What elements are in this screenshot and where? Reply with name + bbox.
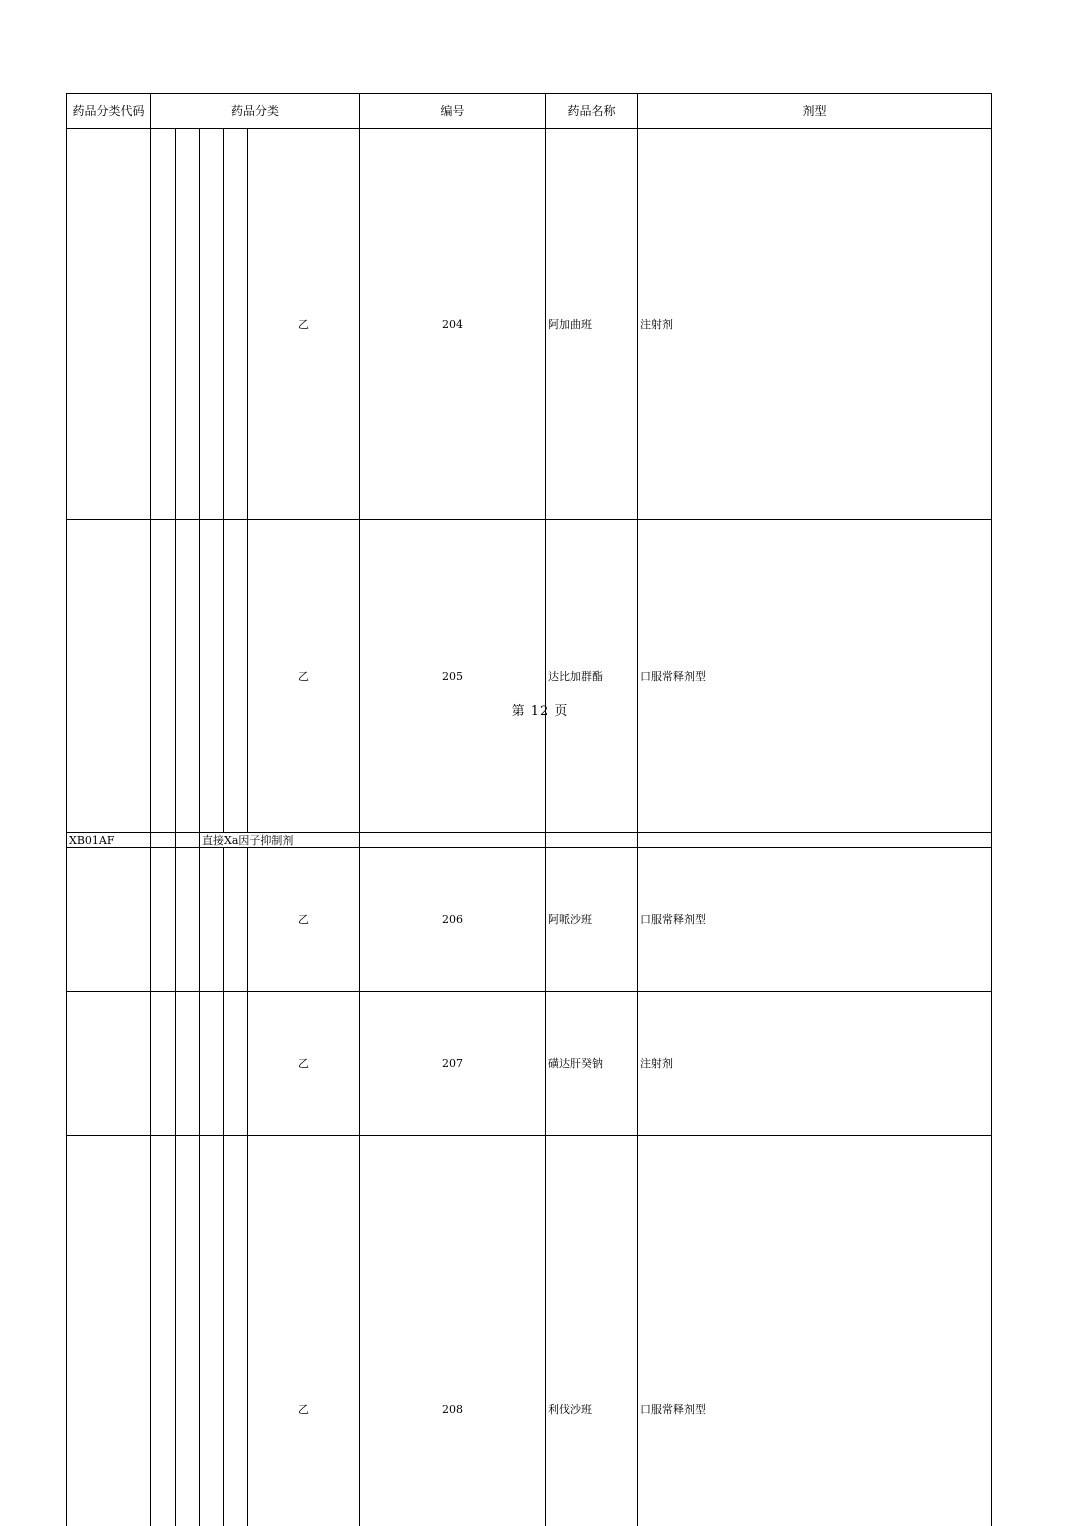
form-cell	[638, 833, 992, 848]
header-code: 药品分类代码	[67, 94, 151, 129]
indent-cell	[200, 520, 224, 833]
table-row	[67, 520, 992, 833]
table-row	[67, 992, 992, 1136]
category-code-cell	[67, 1136, 151, 1526]
indent-cell	[224, 992, 248, 1136]
drug-catalog-table	[66, 93, 992, 1526]
indent-cell	[176, 129, 200, 520]
header-category: 药品分类	[151, 94, 360, 129]
drug-class-cell: 乙	[248, 992, 360, 1136]
drug-number-cell	[360, 520, 546, 833]
indent-cell	[151, 848, 176, 992]
table-header-row	[67, 94, 992, 129]
indent-cell	[151, 520, 176, 833]
drug-number-cell	[360, 1136, 546, 1526]
indent-cell	[176, 992, 200, 1136]
drug-name-cell: 达比加群酯	[546, 520, 638, 833]
indent-cell	[151, 129, 176, 520]
category-code-cell	[67, 129, 151, 520]
drug-name-cell: 利伐沙班	[546, 1136, 638, 1526]
drug-number: 205	[442, 670, 463, 683]
header-number: 编号	[360, 94, 546, 129]
indent-cell	[200, 1136, 224, 1526]
drug-number: 204	[442, 318, 463, 331]
dosage-form-cell: 口服常释剂型	[638, 1136, 992, 1526]
category-code-cell	[67, 520, 151, 833]
drug-number: 206	[442, 913, 463, 926]
indent-cell	[224, 848, 248, 992]
header-name: 药品名称	[546, 94, 638, 129]
indent-cell	[176, 848, 200, 992]
category-title: 直接Xa因子抑制剂	[200, 833, 360, 848]
drug-class-cell: 乙	[248, 129, 360, 520]
drug-class-cell: 乙	[248, 520, 360, 833]
indent-cell	[151, 833, 176, 848]
drug-number: 207	[442, 1057, 463, 1070]
indent-cell	[200, 129, 224, 520]
drug-name-cell: 磺达肝癸钠	[546, 992, 638, 1136]
drug-number: 208	[442, 1403, 463, 1416]
table-row	[67, 129, 992, 520]
indent-cell	[224, 129, 248, 520]
category-code-cell: XB01AF	[67, 833, 151, 848]
drug-number-cell	[360, 129, 546, 520]
category-code-cell	[67, 992, 151, 1136]
drug-name-cell: 阿哌沙班	[546, 848, 638, 992]
drug-class-cell: 乙	[248, 848, 360, 992]
indent-cell	[176, 1136, 200, 1526]
table-row	[67, 848, 992, 992]
indent-cell	[176, 520, 200, 833]
table-row	[67, 1136, 992, 1526]
drug-class-cell: 乙	[248, 1136, 360, 1526]
indent-cell	[200, 992, 224, 1136]
dosage-form-cell: 口服常释剂型	[638, 848, 992, 992]
indent-cell	[200, 848, 224, 992]
indent-cell	[176, 833, 200, 848]
dosage-form-cell: 注射剂	[638, 129, 992, 520]
indent-cell	[151, 992, 176, 1136]
page-number: 第 12 页	[0, 700, 1080, 719]
dosage-form-cell: 注射剂	[638, 992, 992, 1136]
indent-cell	[151, 1136, 176, 1526]
indent-cell	[224, 520, 248, 833]
drug-number-cell	[360, 848, 546, 992]
name-cell	[546, 833, 638, 848]
number-cell	[360, 833, 546, 848]
dosage-form-cell: 口服常释剂型	[638, 520, 992, 833]
category-code-cell	[67, 848, 151, 992]
header-form: 剂型	[638, 94, 992, 129]
drug-name-cell: 阿加曲班	[546, 129, 638, 520]
drug-number-cell	[360, 992, 546, 1136]
indent-cell	[224, 1136, 248, 1526]
table-row	[67, 833, 992, 848]
